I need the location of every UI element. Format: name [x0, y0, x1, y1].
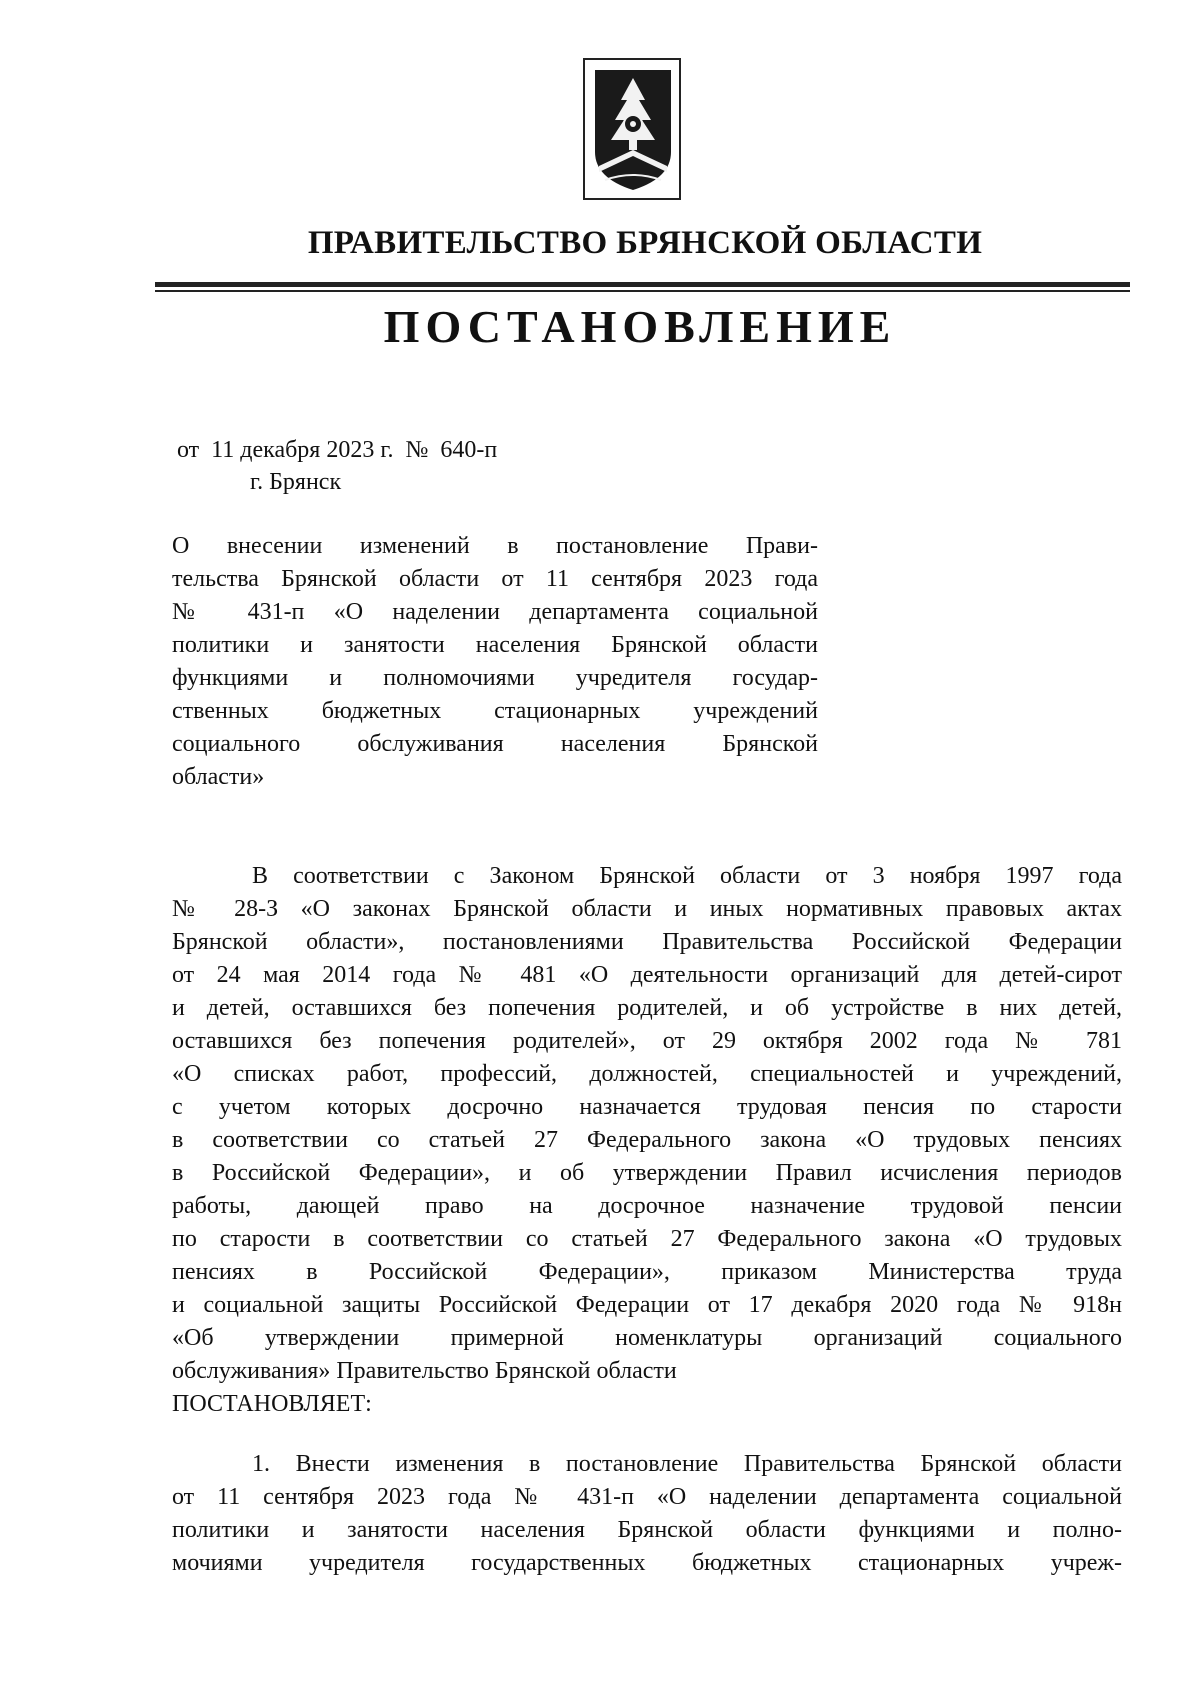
subject-line: политики и занятости населения Брянской области — [172, 632, 818, 658]
document-city: г. Брянск — [250, 469, 342, 495]
coat-of-arms-icon — [583, 58, 681, 200]
document-date-number: от 11 декабря 2023 г. № 640-п — [177, 437, 498, 463]
item-1-paragraph — [172, 1448, 1122, 1580]
subject-line: ственных бюджетных стационарных учреждений — [172, 698, 818, 724]
body-line: по старости в соответствии со статьей 27 Федерального закона «О трудовых — [172, 1226, 1122, 1252]
body-line: пенсиях в Российской Федерации», приказом Министерства труда — [172, 1259, 1122, 1285]
item-line: политики и занятости населения Брянской области функциями и полно- — [172, 1517, 1122, 1543]
emblem-graphic — [591, 66, 675, 194]
body-line: в соответствии со статьей 27 Федерального закона «О трудовых пенсиях — [172, 1127, 1122, 1153]
organization-title: ПРАВИТЕЛЬСТВО БРЯНСКОЙ ОБЛАСТИ — [307, 225, 983, 261]
body-line: В соответствии с Законом Брянской области от 3 ноября 1997 года — [252, 863, 1122, 889]
body-line: «О списках работ, профессий, должностей, специальностей и учреждений, — [172, 1061, 1122, 1087]
header-rule-thin — [155, 290, 1130, 292]
subject-line: О внесении изменений в постановление Прави- — [172, 533, 818, 559]
subject-line: функциями и полномочиями учредителя государ- — [172, 665, 818, 691]
subject-line: социального обслуживания населения Брянской — [172, 731, 818, 757]
item-line: от 11 сентября 2023 года № 431-п «О наделении департамента социальной — [172, 1484, 1122, 1510]
body-line: в Российской Федерации», и об утверждении Правил исчисления периодов — [172, 1160, 1122, 1186]
body-line: обслуживания» Правительство Брянской области — [172, 1358, 677, 1384]
item-line: мочиями учредителя государственных бюджетных стационарных учреж- — [172, 1550, 1122, 1576]
body-line: работы, дающей право на досрочное назначение трудовой пенсии — [172, 1193, 1122, 1219]
body-line: и социальной защиты Российской Федерации от 17 декабря 2020 года № 918н — [172, 1292, 1122, 1318]
subject-line: № 431-п «О наделении департамента социальной — [172, 599, 818, 625]
resolves-word: ПОСТАНОВЛЯЕТ: — [172, 1391, 372, 1417]
body-line: от 24 мая 2014 года № 481 «О деятельности организаций для детей-сирот — [172, 962, 1122, 988]
body-line: с учетом которых досрочно назначается трудовая пенсия по старости — [172, 1094, 1122, 1120]
body-line: и детей, оставшихся без попечения родителей, и об устройстве в них детей, — [172, 995, 1122, 1021]
document-type-title: ПОСТАНОВЛЕНИЕ — [383, 301, 897, 352]
body-line: Брянской области», постановлениями Правительства Российской Федерации — [172, 929, 1122, 955]
body-line: оставшихся без попечения родителей», от 29 октября 2002 года № 781 — [172, 1028, 1122, 1054]
header-rule-thick — [155, 282, 1130, 287]
body-line: «Об утверждении примерной номенклатуры организаций социального — [172, 1325, 1122, 1351]
document-subject — [172, 530, 818, 794]
preamble-paragraph — [172, 860, 1122, 1421]
body-line: № 28-З «О законах Брянской области и иных нормативных правовых актах — [172, 896, 1122, 922]
subject-line: области» — [172, 764, 265, 790]
item-line: 1. Внести изменения в постановление Правительства Брянской области — [252, 1451, 1122, 1477]
subject-line: тельства Брянской области от 11 сентября 2023 года — [172, 566, 818, 592]
